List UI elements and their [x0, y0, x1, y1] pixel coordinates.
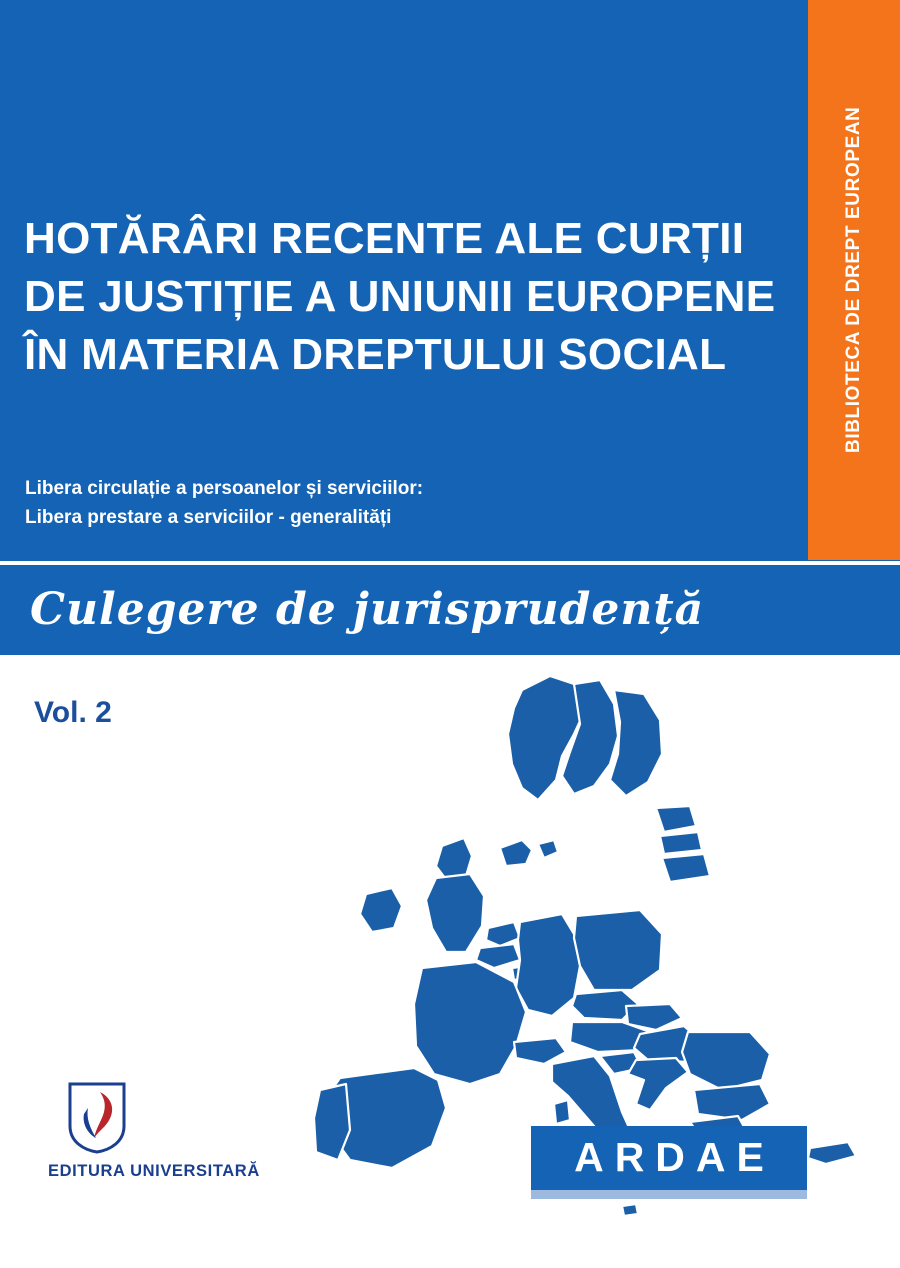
- header-divider: [0, 561, 900, 565]
- publisher-logo: [48, 1082, 278, 1181]
- book-title: [24, 210, 794, 384]
- collection-title: Culegere de jurisprudență: [30, 584, 705, 635]
- ardae-wordmark: ARDAE: [531, 1126, 807, 1190]
- publisher-name: EDITURA UNIVERSITARĂ: [48, 1162, 260, 1180]
- publisher-emblem-icon: [66, 1082, 128, 1154]
- spine-series-label: BIBLIOTECA DE DREPT EUROPEAN: [843, 106, 864, 454]
- book-subtitle: [25, 474, 725, 533]
- title-line-2: DE JUSTIȚIE A UNIUNII EUROPENE: [24, 272, 776, 322]
- ardae-underline: [531, 1190, 807, 1199]
- subtitle-line-1: Libera circulație a persoanelor și serviciilor:: [25, 478, 424, 499]
- subtitle-line-2: Libera prestare a serviciilor - generalități: [25, 507, 392, 529]
- ardae-logo: [531, 1126, 807, 1199]
- title-line-3: ÎN MATERIA DREPTULUI SOCIAL: [24, 330, 727, 380]
- title-line-1: HOTĂRÂRI RECENTE ALE CURȚII: [24, 214, 745, 263]
- volume-label: Vol. 2: [34, 696, 112, 729]
